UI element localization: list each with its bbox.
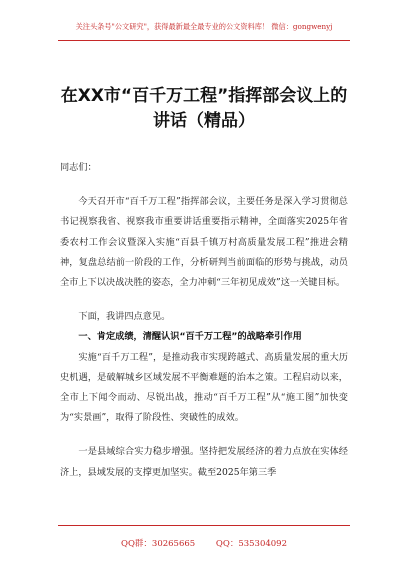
title-line-1: 在XX市“百千万工程”指挥部会议上的 [60, 86, 348, 106]
title-line-2: 讲话（精品） [153, 111, 255, 131]
salutation: 同志们： [60, 162, 97, 173]
header-divider [58, 40, 350, 41]
document-body [60, 158, 348, 483]
paragraph-section1: 实施“百千万工程”，是推动我市实现跨越式、高质量发展的重大历史机遇，是破解城乡区域发展不平衡难题的治本之策。工程启动以来，全市上下闻令而动、尽锐出战，推动“百千万工程”从“施工图”加快变为“实景画”，取得了阶段性、突破性的成效。 [60, 351, 348, 424]
spacer [60, 178, 348, 192]
spacer [60, 293, 348, 307]
footer-qq: QQ：535304092 [215, 539, 287, 549]
footer-contacts [58, 536, 350, 552]
paragraph-intro: 今天召开市“百千万工程”指挥部会议，主要任务是深入学习贯彻总书记视察我省、视察我市重要讲话重要指示精神，全面落实2025年省委农村工作会议暨深入实施“百县千镇万村高质量发展工程”推进会精神，复盘总结前一阶段的工作，分析研判当前面临的形势与挑战，动员全市上下以决战决胜的姿态，全力冲刺“三年初见成效”这一关键目标。 [60, 196, 348, 289]
header-note: 关注头条号"公文研究"，获得最新最全最专业的公文资料库！ 微信：gongwenyj [75, 22, 333, 31]
paragraph-point1: 一是县域综合实力稳步增强。坚持把发展经济的着力点放在实体经济上，县域发展的支撑更加坚实。截至2025年第三季 [60, 446, 348, 478]
spacer [60, 428, 348, 442]
paragraph-outline: 下面，我讲四点意见。 [78, 311, 171, 323]
document-title [40, 84, 368, 134]
footer-divider [58, 525, 350, 526]
section-heading-1: 一、肯定成绩，清醒认识“百千万工程”的战略牵引作用 [78, 331, 302, 343]
footer-qq-group: QQ群：30265665 [120, 539, 196, 549]
